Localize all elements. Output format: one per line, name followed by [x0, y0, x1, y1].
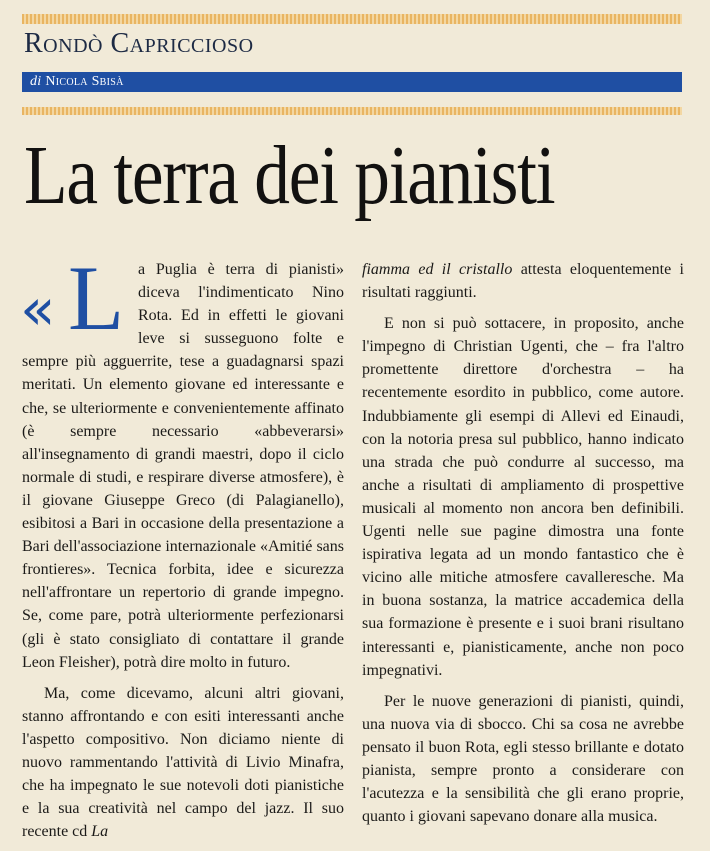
dropcap-letter: L: [68, 247, 125, 349]
paragraph-3: [362, 258, 684, 304]
paragraph-5: Per le nuove generazioni di pianisti, quindi, una nuova via di sbocco. Chi sa cosa ne avrebbe pensato il buon Rota, egli stesso brillante e dotato pianista, sempre pronto a considerare con l'acutezza e la sensibilità che gli erano proprie, quanto i giovani sapevano donare alla musica.: [362, 692, 684, 826]
rubric-top-rule: [22, 14, 682, 24]
column-left: [20, 247, 344, 851]
headline: La terra dei pianisti: [24, 129, 555, 222]
paragraph-2-text: Ma, come dicevamo, alcuni altri giovani, stanno affrontando e con esiti interessanti anche l'aspetto compositivo. Non diciamo niente di nuovo rammentando l'attività di Livio Minafra, che ha impegnato le sue notevoli doti pianistiche e la sua creatività nel campo del jazz. Il suo recente cd: [22, 684, 344, 841]
byline-bar: [22, 72, 682, 92]
byline-prefix: di: [30, 74, 42, 89]
rubric-bottom-rule: [22, 107, 682, 115]
paragraph-3-text: attesta eloquentemente i risultati raggiunti.: [362, 261, 684, 302]
paragraph-1-text: a Puglia è terra di pianisti» diceva l'indimenticato Nino Rota. Ed in effetti le giovani leve si susseguono folte e sempre più agguerrite, tese a guadagnarsi spazi meritati. Un elemento giovane ed interessante e che, se ulteriormente e convenientemente affinato (è sempre necessario «abbeverarsi» all'insegnamento di grandi maestri, dopo il ciclo normale di studi, e respirare diverse atmosfere), è il giovane Giuseppe Greco (di Palagianello), esibitosi a Bari in occasione della presentazione a Bari dell'associazione internazionale «Amitié sans frontieres». Tecnica forbita, idee e sicurezza nell'affrontare un repertorio di grande impegno. Se, come pare, potrà ulteriormente perfezionarsi (gli è stato consigliato di contattare il grande Leon Fleisher), potrà dire molto in futuro.: [22, 261, 344, 671]
column-right: [362, 258, 684, 836]
paragraph-2: [22, 682, 344, 844]
cd-title-italic: fiamma ed il cristallo: [362, 261, 513, 278]
rubric-title: Rondò Capriccioso: [24, 28, 254, 59]
opening-quote-mark: «: [20, 275, 56, 343]
paragraph-4: E non si può sottacere, in proposito, anche l'impegno di Christian Ugenti, che – fra l'altro promettente direttore d'orchestra – ha recentemente esordito in pubblico, come autore. Indubbiamente gli esempi di Allevi ed Einaudi, con la notoria presa sul pubblico, hanno indicato una strada che può condurre al successo, ma anche a risultati di ampliamento di prospettive musicali al momento non ancora ben definibili. Ugenti nelle sue pagine dimostra una fonte ispirativa legata ad un mondo fantastico che è vicino alle mitiche atmosfere cavalleresche. Ma in buona sostanza, la matrice accademica della sua formazione è presente e i suoi brani risultano interessanti e, pianisticamente, anche non poco impegnativi.: [362, 315, 684, 679]
paragraph-1: [20, 247, 344, 674]
byline-author: Nicola Sbisà: [45, 74, 124, 89]
paragraph-2-italic: La: [91, 823, 109, 841]
dropcap-block: [20, 247, 134, 349]
